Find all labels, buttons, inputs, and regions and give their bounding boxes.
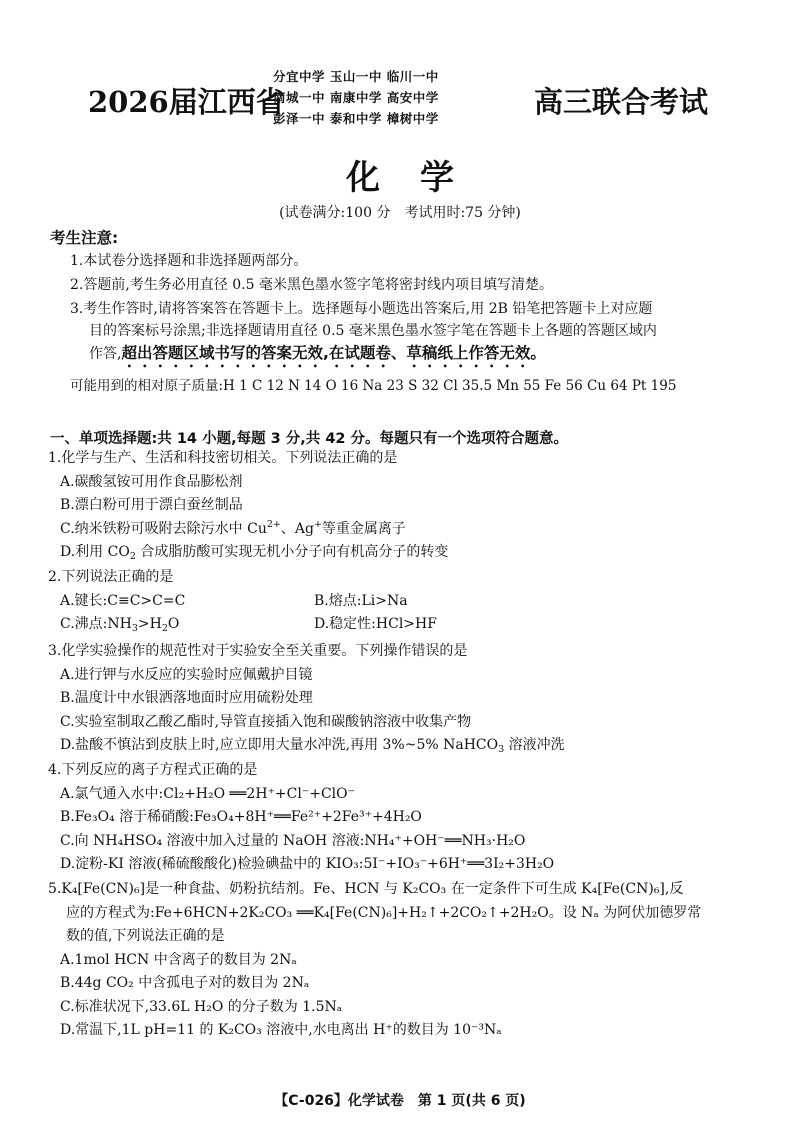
notice-item-2: 2.答题前,考生务必用直径 0.5 毫米黑色墨水签字笔将密封线内项目填写清楚。 <box>70 277 553 293</box>
section-heading: 一、单项选择题:共 14 小题,每题 3 分,共 42 分。每题只有一个选项符合题意。 <box>50 431 569 447</box>
option-b: B.Fe₃O₄ 溶于稀硝酸:Fe₃O₄+8H⁺══Fe²⁺+2Fe³⁺+4H₂O <box>60 809 422 825</box>
question-2 <box>48 566 768 637</box>
school-row: 分宜中学 玉山一中 临川一中 <box>273 69 439 84</box>
school-row: 南城一中 南康中学 高安中学 <box>273 90 439 105</box>
question-1 <box>48 447 768 565</box>
option-d <box>48 541 768 565</box>
option-b: B.温度计中水银洒落地面时应用硫粉处理 <box>60 690 313 706</box>
option-c: C.向 NH₄HSO₄ 溶液中加入过量的 NaOH 溶液:NH₄⁺+OH⁻══NH₃·H₂O <box>60 832 526 849</box>
subject-title: 化学 <box>346 158 494 198</box>
option-a: A.碳酸氢铵可用作食品膨松剂 <box>60 473 243 490</box>
option-a: A.键长:C≡C>C=C <box>60 592 186 609</box>
notice-item-3-line <box>70 342 770 371</box>
option-b: B.熔点:Li>Na <box>314 592 408 609</box>
subscript: 2 <box>129 551 136 562</box>
option-b: B.44g CO₂ 中含孤电子对的数目为 2Nₐ <box>60 975 310 991</box>
question-stem-line: 数的值,下列说法正确的是 <box>66 928 225 944</box>
option-text: 等重金属离子 <box>321 520 406 537</box>
subscript: 2 <box>161 623 168 634</box>
notice-item-3-line: 目的答案标号涂黑;非选择题请用直径 0.5 毫米黑色墨水签字笔在答题卡上各题的答题区域内 <box>89 323 657 339</box>
notice-item-1: 1.本试卷分选择题和非选择题两部分。 <box>70 253 308 269</box>
option-text: 、Ag <box>280 520 314 537</box>
page-footer: 【C-026】化学试卷 第 1 页(共 6 页) <box>274 1093 526 1109</box>
exam-header <box>88 66 728 130</box>
school-row: 彭泽一中 泰和中学 樟树中学 <box>273 111 439 126</box>
school-list <box>273 66 535 129</box>
option-d: D.常温下,1L pH=11 的 K₂CO₃ 溶液中,水电离出 H⁺的数目为 10⁻³Nₐ <box>60 1022 502 1038</box>
option-text: 溶液冲洗 <box>504 737 565 753</box>
header-suffix: 高三联合考试 <box>534 85 709 119</box>
option-text: C.沸点:NH <box>60 616 132 632</box>
option-b: B.漂白粉可用于漂白蚕丝制品 <box>60 497 243 513</box>
option-row <box>48 613 768 637</box>
superscript: + <box>313 518 322 530</box>
option-text: D.盐酸不慎沾到皮肤上时,应立即用大量水冲洗,再用 3%~5% NaHCO <box>60 737 499 753</box>
question-3 <box>48 640 768 758</box>
notice-title: 考生注意: <box>50 229 119 247</box>
option-text: D.利用 CO <box>60 544 130 560</box>
question-4 <box>48 759 768 877</box>
option-a: A.氯气通入水中:Cl₂+H₂O ══2H⁺+Cl⁻+ClO⁻ <box>60 785 356 802</box>
subscript: 3 <box>498 744 505 755</box>
subscript: 3 <box>131 623 138 634</box>
question-stem: 2.下列说法正确的是 <box>48 569 174 585</box>
question-stem: 3.化学实验操作的规范性对于实验安全至关重要。下列操作错误的是 <box>48 643 468 659</box>
option-d: D.稳定性:HCl>HF <box>314 616 437 632</box>
question-stem-line: 应的方程式为:Fe+6HCN+2K₂CO₃ ══K₄[Fe(CN)₆]+H₂↑+2CO₂↑+2H₂O。设 Nₐ 为阿伏加德罗常 <box>66 904 702 921</box>
question-stem: 5.K₄[Fe(CN)₆]是一种食盐、奶粉抗结剂。Fe、HCN 与 K₂CO₃ 在一定条件下可生成 K₄[Fe(CN)₆],反 <box>48 881 684 897</box>
atomic-masses: 可能用到的相对原子质量:H 1 C 12 N 14 O 16 Na 23 S 32 Cl 35.5 Mn 55 Fe 56 Cu 64 Pt 195 <box>70 378 677 394</box>
superscript: 2+ <box>266 518 281 530</box>
option-row <box>48 590 768 614</box>
exam-info: (试卷满分:100 分 考试用时:75 分钟) <box>279 205 521 221</box>
header-prefix: 2026届江西省 <box>88 85 285 119</box>
option-a: A.1mol HCN 中含离子的数目为 2Nₐ <box>60 951 297 968</box>
notice-item-3-line: 3.考生作答时,请将答案答在答题卡上。选择题每小题选出答案后,用 2B 铅笔把答题卡上对应题 <box>70 301 653 317</box>
option-c: C.实验室制取乙酸乙酯时,导管直接插入饱和碳酸钠溶液中收集产物 <box>60 713 472 730</box>
option-a: A.进行钾与水反应的实验时应佩戴护目镜 <box>60 666 313 683</box>
option-text: O <box>167 616 180 632</box>
option-c <box>48 518 768 542</box>
option-text: >H <box>137 616 162 632</box>
notice-emphasis: 超出答题区域书写的答案无效,在试题卷、草稿纸上作答无效。 <box>121 344 546 362</box>
question-stem: 4.下列反应的离子方程式正确的是 <box>48 762 258 778</box>
notice-item-3 <box>70 298 770 371</box>
option-text: C.纳米铁粉可吸附去除污水中 Cu <box>60 520 267 537</box>
option-text: 合成脂肪酸可实现无机小分子向有机高分子的转变 <box>135 544 449 560</box>
option-c <box>60 613 314 637</box>
notice-text: 作答, <box>89 346 122 362</box>
option-d: D.淀粉-KI 溶液(稀硫酸酸化)检验碘盐中的 KIO₃:5I⁻+IO₃⁻+6H⁺══3I₂+3H₂O <box>60 856 555 872</box>
option-c: C.标准状况下,33.6L H₂O 的分子数为 1.5Nₐ <box>60 998 343 1015</box>
question-stem: 1.化学与生产、生活和科技密切相关。下列说法正确的是 <box>48 450 398 466</box>
option-d <box>48 734 768 758</box>
question-5 <box>48 878 768 1043</box>
